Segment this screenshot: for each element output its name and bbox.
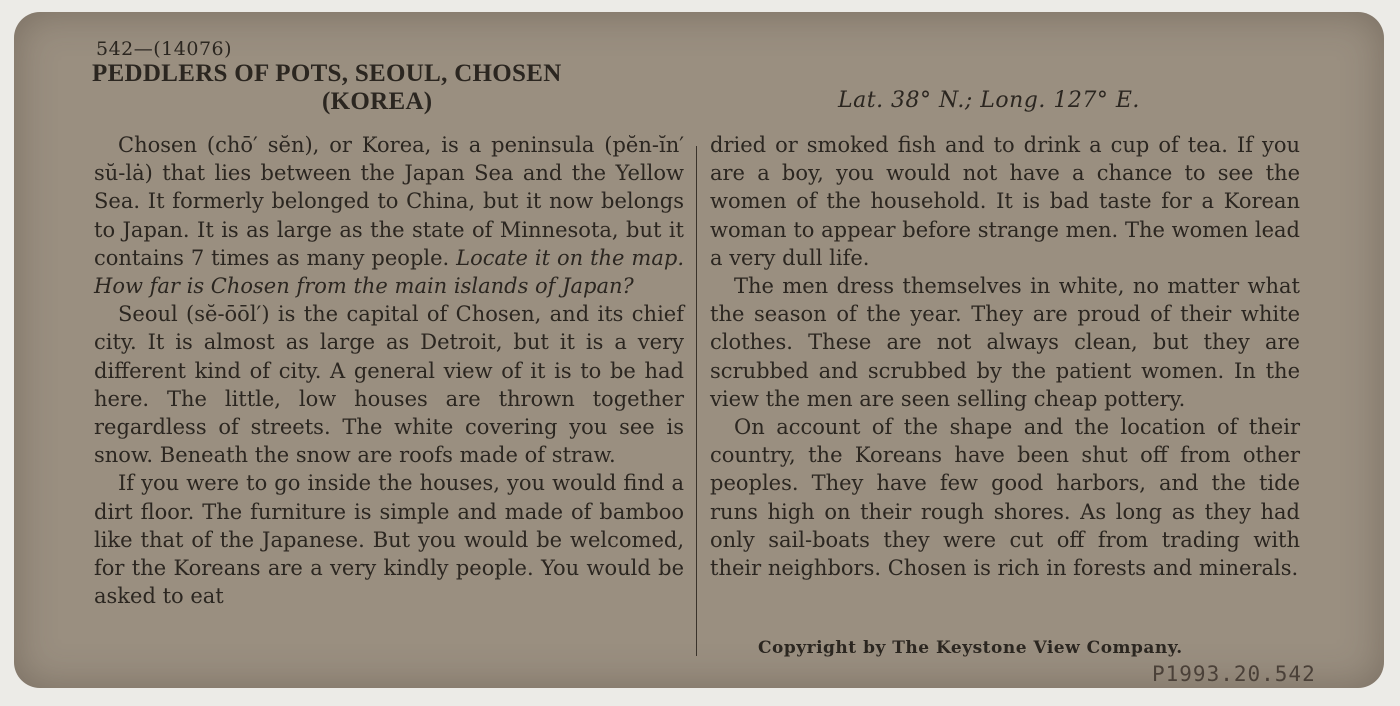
right-column <box>710 131 1300 582</box>
left-column <box>94 131 684 610</box>
catalog-number: P1993.20.542 <box>1152 662 1316 686</box>
left-paragraph-1-question: Locate it on the map. How far is Chosen from the main islands of Japan? <box>94 245 684 299</box>
left-paragraph-3: If you were to go inside the houses, you would find a dirt floor. The furniture is simple and made of bamboo like that of the Japanese. But you would be welcomed, for the Koreans are a very kindly people. You would be asked to eat <box>94 471 684 609</box>
left-paragraph-1 <box>94 131 684 300</box>
title-line-2: (KOREA) <box>322 88 433 115</box>
title-line-1: PEDDLERS OF POTS, SEOUL, CHOSEN <box>92 60 562 87</box>
left-paragraph-1-text: Chosen (chō′ sĕn), or Korea, is a peninsula (pĕn-ĭn′ sŭ-lȧ) that lies between the Japan Sea and the Yellow Sea. It formerly belonged to China, but it now belongs to Japan. It is as large as the state of Minnesota, but it contains 7 times as many people. <box>94 133 684 270</box>
series-number: 542—(14076) <box>96 38 233 60</box>
lat-long: Lat. 38° N.; Long. 127° E. <box>838 88 1140 113</box>
column-divider <box>696 146 697 656</box>
right-paragraph-1: dried or smoked fish and to drink a cup of tea. If you are a boy, you would not have a chance to see the women of the household. It is bad taste for a Korean woman to appear before strange men. The women lead a very dull life. <box>710 133 1300 270</box>
right-paragraph-3: On account of the shape and the location of their country, the Koreans have been shut off from other peoples. They have few good harbors, and the tide runs high on their rough shores. As long as they had only sail-boats they were cut off from trading with their neighbors. Chosen is rich in forests and minerals. <box>710 415 1300 581</box>
right-paragraph-2: The men dress themselves in white, no matter what the season of the year. They are proud of their white clothes. These are not always clean, but they are scrubbed and scrubbed by the patient women. In the view the men are seen selling cheap pottery. <box>710 274 1300 411</box>
left-paragraph-2: Seoul (sĕ-ōōl′) is the capital of Chosen, and its chief city. It is almost as large as Detroit, but it is a very different kind of city. A general view of it is to be had here. The little, low houses are thrown together regardless of streets. The white covering you see is snow. Beneath the snow are roofs made of straw. <box>94 302 684 468</box>
card-title <box>92 60 692 116</box>
copyright-notice: Copyright by The Keystone View Company. <box>758 638 1183 658</box>
